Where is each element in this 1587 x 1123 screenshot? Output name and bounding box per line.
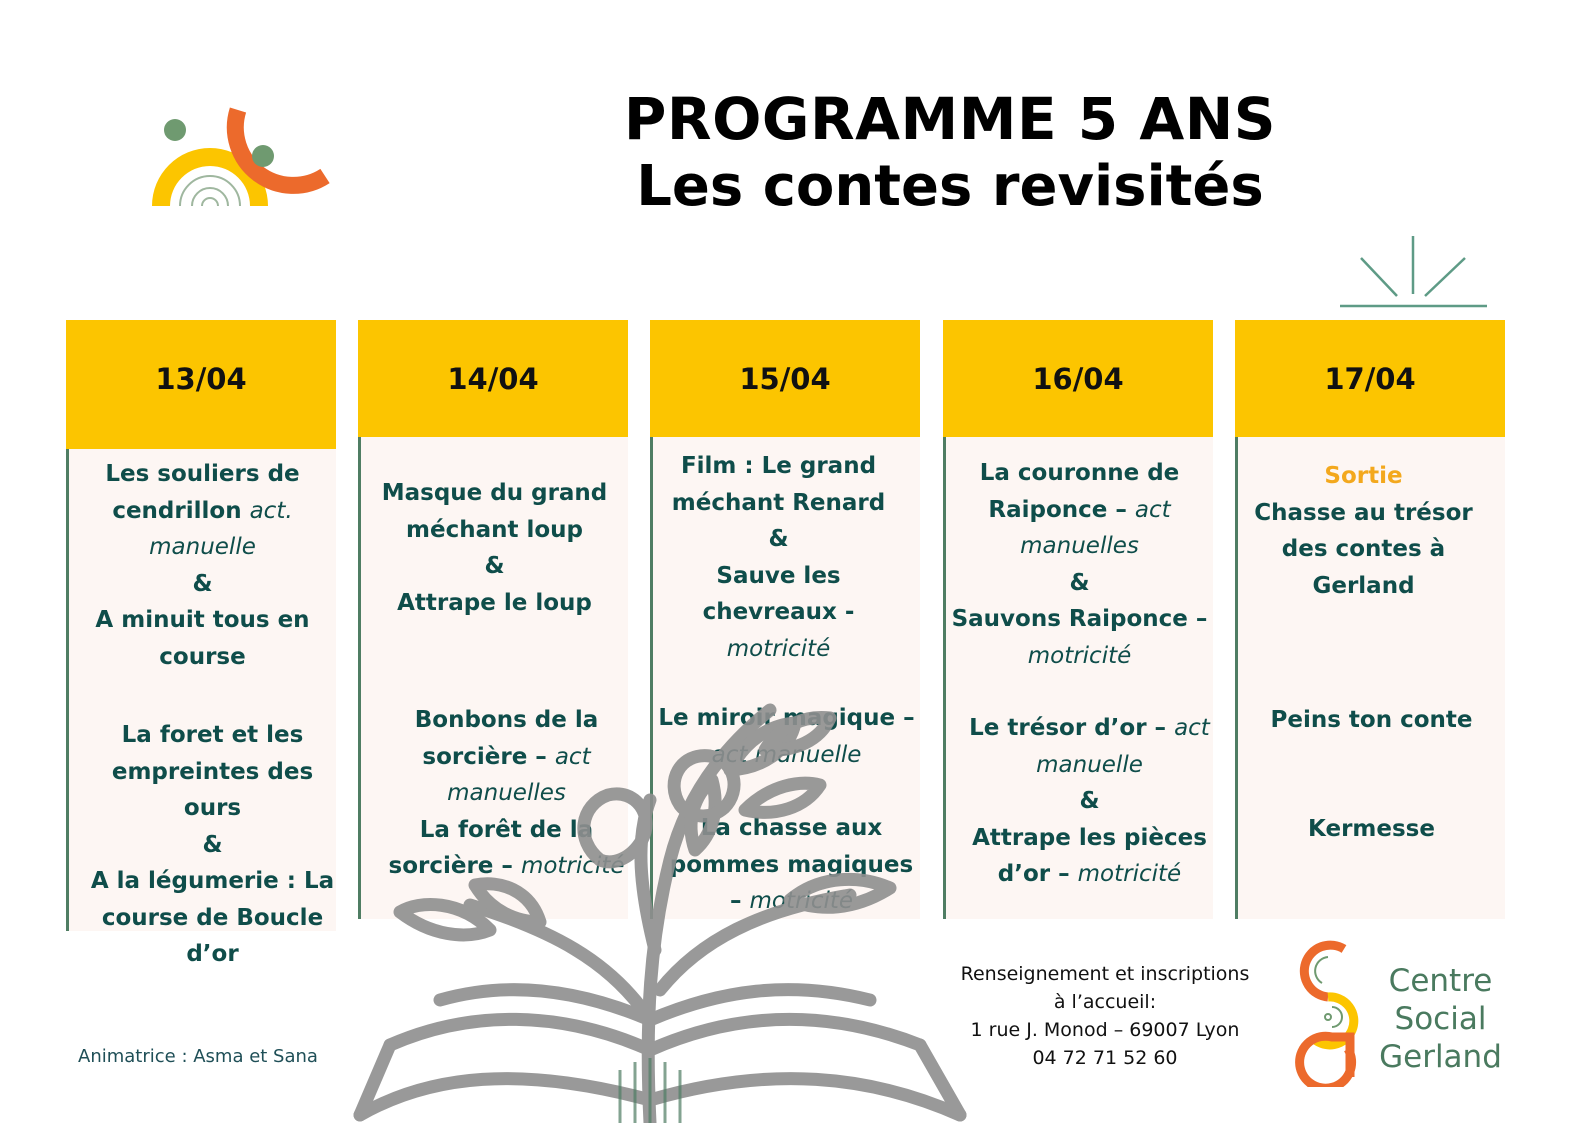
activity-type: motricité	[726, 635, 831, 662]
centre-social-gerland-logo-icon	[1292, 937, 1364, 1087]
activity-line: sorcière – motricité	[388, 853, 625, 879]
book-plant-illustration	[350, 690, 970, 1123]
activity-line: d’or	[186, 941, 239, 967]
title-line-2: Les contes revisités	[636, 153, 1264, 219]
activity-line: méchant Renard	[671, 489, 886, 516]
activity-line: Bonbons de la	[414, 707, 599, 733]
ampersand: &	[484, 553, 505, 579]
activity-line: La foret et les	[121, 722, 304, 748]
activity-type: motricité	[1027, 642, 1132, 669]
activity-line: course	[159, 643, 246, 670]
ampersand: &	[768, 526, 789, 552]
activity-line: Sauvons Raiponce –	[951, 606, 1208, 632]
day-activities	[66, 449, 336, 967]
activity-type: act manuelle	[711, 741, 862, 768]
activity-line: des contes à	[1281, 536, 1446, 562]
activity-line: La couronne de	[979, 460, 1180, 486]
activity-line: La forêt de la	[419, 816, 594, 843]
day-header: 15/04	[650, 320, 920, 437]
activity-line: chevreaux -	[702, 599, 855, 625]
centre-logo-text	[1368, 962, 1513, 1076]
contact-line: à l’accueil:	[1053, 991, 1157, 1013]
contact-phone: 04 72 71 52 60	[1032, 1047, 1178, 1069]
day-header: 17/04	[1235, 320, 1505, 437]
day-column-5	[1235, 320, 1505, 919]
ampersand: &	[192, 570, 213, 597]
logo-line: Centre	[1388, 963, 1493, 999]
logo-line: Social	[1394, 1001, 1487, 1037]
activity-line: méchant loup	[406, 516, 583, 543]
activity-type: manuelles	[447, 780, 566, 806]
activity-type: manuelles	[1020, 533, 1139, 559]
activity-line: d’or – motricité	[997, 861, 1182, 887]
activity-line: A minuit tous en	[95, 607, 310, 633]
ampersand: &	[1069, 569, 1090, 596]
ampersand: &	[202, 831, 223, 858]
contact-address: 1 rue J. Monod – 69007 Lyon	[970, 1019, 1240, 1041]
activity-line: Le miroir magique –	[658, 705, 915, 731]
activity-line: Film : Le grand	[680, 453, 877, 479]
activity-line: – motricité	[729, 888, 854, 914]
activity-line: Kermesse	[1308, 816, 1435, 842]
activity-line: Sauve les	[716, 562, 841, 589]
activity-line: La chasse aux	[700, 815, 883, 841]
day-column-1	[66, 320, 336, 967]
ampersand: &	[1079, 788, 1100, 814]
animatrice-note: Animatrice : Asma et Sana	[78, 1046, 318, 1067]
day-activities	[943, 437, 1213, 919]
activity-line: Le trésor d’or – act	[969, 715, 1210, 741]
page-title	[560, 86, 1340, 219]
activity-line: Gerland	[1312, 572, 1415, 599]
activity-line: Attrape les pièces	[972, 824, 1207, 851]
activity-line: A la légumerie : La	[90, 868, 335, 894]
sun-rays-icon	[1335, 232, 1495, 314]
centre-logo-icon	[140, 96, 340, 216]
activity-line: empreintes des	[111, 758, 314, 785]
title-line-1: PROGRAMME 5 ANS	[623, 85, 1277, 153]
activity-line: Attrape le loup	[397, 589, 592, 616]
activity-line: ours	[183, 795, 242, 821]
activity-line: cendrillon act.	[112, 497, 293, 524]
activity-line: Chasse au trésor	[1254, 499, 1473, 526]
outing-label: Sortie	[1324, 463, 1403, 489]
activity-type: manuelle	[149, 534, 256, 560]
activity-line: Les souliers de	[105, 461, 300, 487]
activity-line: Raiponce – act	[988, 496, 1171, 523]
activity-line: pommes magiques	[669, 851, 914, 878]
day-header: 14/04	[358, 320, 628, 437]
contact-line: Renseignement et inscriptions	[960, 963, 1250, 985]
day-header: 16/04	[943, 320, 1213, 437]
day-activities	[1235, 437, 1505, 919]
activity-line: Masque du grand	[381, 480, 608, 506]
activity-line: course de Boucle	[101, 904, 324, 931]
activity-type: manuelle	[1036, 751, 1143, 778]
logo-line: Gerland	[1379, 1039, 1502, 1075]
day-column-4	[943, 320, 1213, 919]
day-header: 13/04	[66, 320, 336, 449]
contact-info	[950, 960, 1260, 1072]
activity-line: Peins ton conte	[1270, 707, 1473, 733]
activity-line: sorcière – act	[422, 743, 591, 770]
